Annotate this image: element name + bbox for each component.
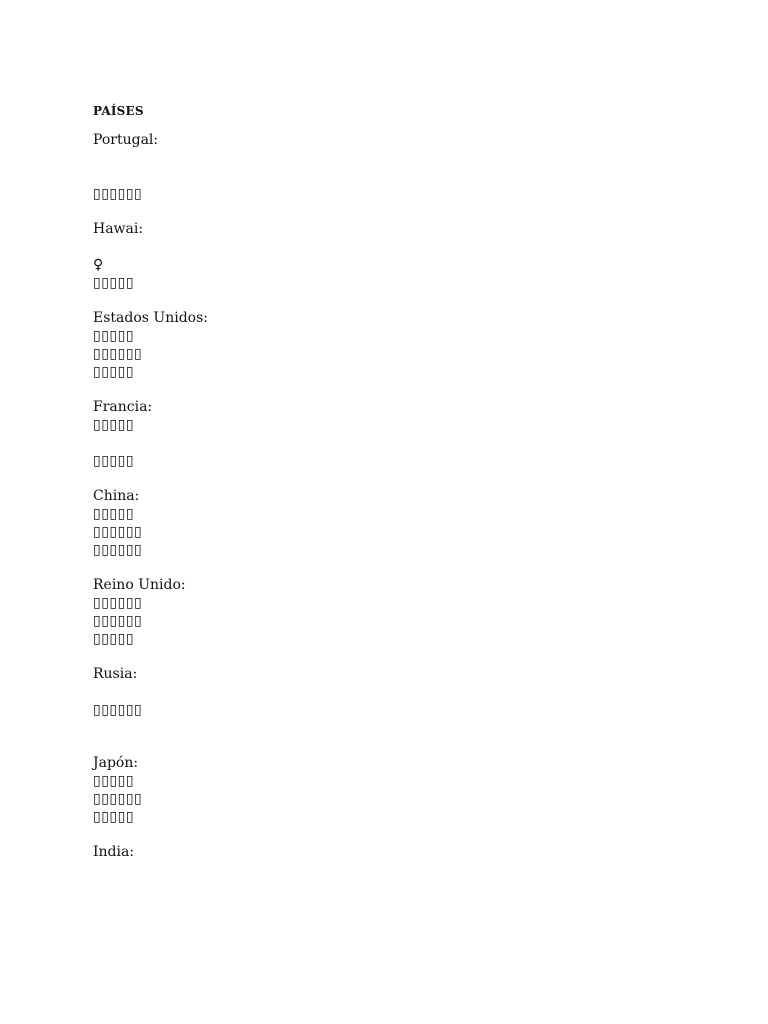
glyph-line: ▯▯▯▯▯▯: [93, 702, 143, 718]
country-label-rusia: Rusia:: [93, 666, 138, 682]
glyph-line: ▯▯▯▯▯: [93, 773, 135, 789]
female-symbol-line: ♀: [93, 257, 104, 273]
glyph-line: ▯▯▯▯▯: [93, 631, 135, 647]
country-label-india: India:: [93, 844, 135, 860]
country-label-estados-unidos: Estados Unidos:: [93, 310, 208, 326]
spacer: [93, 120, 693, 131]
spacer: [93, 203, 693, 220]
country-label-china: China:: [93, 488, 140, 504]
country-line: [93, 167, 693, 185]
document-title: PAÍSES: [93, 104, 144, 118]
spacer: [93, 826, 693, 843]
glyph-line: ▯▯▯▯▯: [93, 453, 135, 469]
country-label-francia: Francia:: [93, 399, 153, 415]
spacer: [93, 381, 693, 398]
glyph-line: ▯▯▯▯▯▯: [93, 542, 143, 558]
document-page: [93, 102, 693, 861]
glyph-line: ▯▯▯▯▯: [93, 809, 135, 825]
country-line: [93, 238, 693, 256]
country-label-japon: Japón:: [93, 755, 139, 771]
glyph-line: ▯▯▯▯▯▯: [93, 613, 143, 629]
country-line: [93, 434, 693, 452]
country-label-hawai: Hawai:: [93, 221, 144, 237]
glyph-line: ▯▯▯▯▯▯: [93, 186, 143, 202]
spacer: [93, 559, 693, 576]
country-line: [93, 149, 693, 167]
glyph-line: ▯▯▯▯▯: [93, 364, 135, 380]
glyph-line: ▯▯▯▯▯▯: [93, 346, 143, 362]
glyph-line: ▯▯▯▯▯▯: [93, 524, 143, 540]
glyph-line: ▯▯▯▯▯▯: [93, 791, 143, 807]
country-label-portugal: Portugal:: [93, 132, 159, 148]
country-line: [93, 683, 693, 701]
glyph-line: ▯▯▯▯▯▯: [93, 595, 143, 611]
glyph-line: ▯▯▯▯▯: [93, 506, 135, 522]
spacer: [93, 648, 693, 665]
glyph-line: ▯▯▯▯▯: [93, 417, 135, 433]
spacer: [93, 292, 693, 309]
spacer: [93, 737, 693, 754]
spacer: [93, 470, 693, 487]
glyph-line: ▯▯▯▯▯: [93, 275, 135, 291]
country-label-reino-unido: Reino Unido:: [93, 577, 186, 593]
glyph-line: ▯▯▯▯▯: [93, 328, 135, 344]
country-line: [93, 719, 693, 737]
